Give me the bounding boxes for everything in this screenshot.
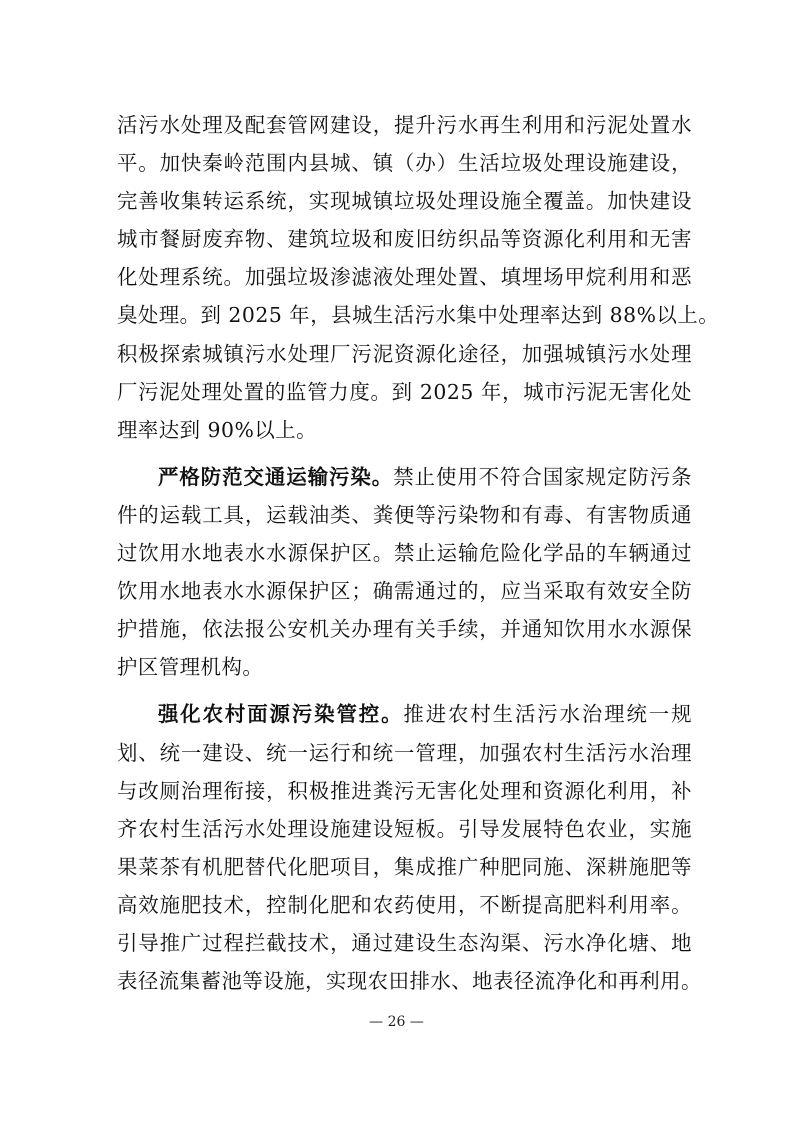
text-line: 理率达到 90%以上。 [117,417,318,442]
text-line: 高效施肥技术，控制化肥和农药使用，不断提高肥料利用率。 [117,892,692,917]
paragraph-transport-pollution [117,458,692,687]
text-line: 齐农村生活污水处理设施建设短板。引导发展特色农业，实施 [117,816,692,841]
text-line: 划、统一建设、统一运行和统一管理，加强农村生活污水治理 [117,740,692,765]
paragraph-heading: 严格防范交通运输污染。 [158,464,394,489]
paragraph-heading: 强化农村面源污染管控。 [158,702,404,727]
text-line: 完善收集转运系统，实现城镇垃圾处理设施全覆盖。加快建设 [117,189,692,214]
text-line: 过饮用水地表水水源保护区。禁止运输危险化学品的车辆通过 [117,541,692,566]
paragraph-sewage-treatment [117,106,720,449]
text-line-first [117,695,692,733]
text-line-first [117,458,692,496]
text-line: 臭处理。到 2025 年，县城生活污水集中处理率达到 88%以上。 [117,303,720,328]
text-line: 积极探索城镇污水处理厂污泥资源化途径，加强城镇污水处理 [117,341,692,366]
page-number: — 26 — [369,1014,424,1030]
text-line: 饮用水地表水水源保护区；确需通过的，应当采取有效安全防 [117,579,692,604]
text-line: 果菜茶有机肥替代化肥项目，集成推广种肥同施、深耕施肥等 [117,854,692,879]
paragraph-rural-pollution [117,695,702,1000]
text-line: 件的运载工具，运载油类、粪便等污染物和有毒、有害物质通 [117,502,692,527]
text-line: 化处理系统。加强垃圾渗滤液处理处置、填埋场甲烷利用和恶 [117,265,692,290]
text-line: 厂污泥处理处置的监管力度。到 2025 年，城市污泥无害化处 [117,379,692,404]
text-line: 表径流集蓄池等设施，实现农田排水、地表径流净化和再利用。 [117,969,702,994]
text-line: 护措施，依法报公安机关办理有关手续，并通知饮用水水源保 [117,617,692,642]
text-line: 城市餐厨废弃物、建筑垃圾和废旧纺织品等资源化利用和无害 [117,227,692,252]
text-line: 平。加快秦岭范围内县城、镇（办）生活垃圾处理设施建设， [117,151,692,176]
text-line: 护区管理机构。 [117,655,264,680]
text-line: 禁止使用不符合国家规定防污条 [393,464,693,489]
text-line: 推进农村生活污水治理统一规 [403,702,693,727]
text-line: 活污水处理及配套管网建设，提升污水再生利用和污泥处置水 [117,113,692,137]
body-text [117,106,720,1000]
text-line: 与改厕治理衔接，积极推进粪污无害化处理和资源化利用，补 [117,778,692,803]
text-line: 引导推广过程拦截技术，通过建设生态沟渠、污水净化塘、地 [117,930,692,955]
